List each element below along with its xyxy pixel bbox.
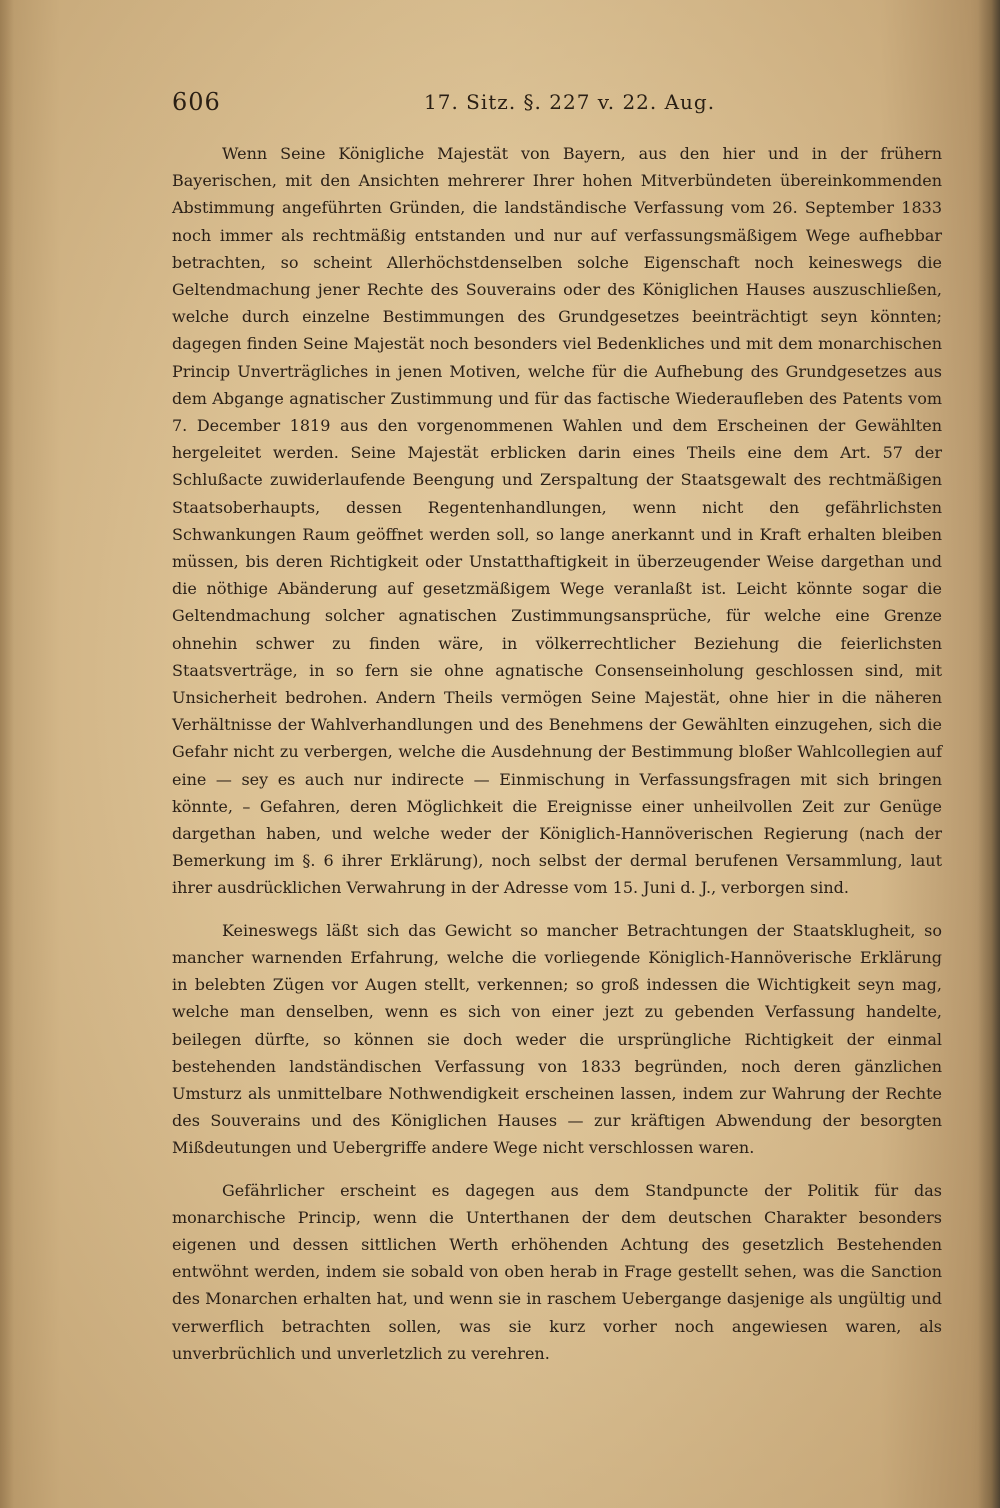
- page-right-edge-shadow: [978, 0, 1000, 1508]
- paragraph-1: Wenn Seine Königliche Majestät von Bayern, aus den hier und in der frühern Bayerischen, mit den Ansichten mehrerer Ihrer hohen Mitverbündeten übereinkommenden Abstimmung angeführten Gründen, die landständische Verfassung vom 26. September 1833 noch immer als rechtmäßig entstanden und nur auf verfassungsmäßigem Wege aufhebbar betrachten, so scheint Allerhöchstdenselben solche Eigenschaft noch keineswegs die Geltendmachung jener Rechte des Souverains oder des Königlichen Hauses auszuschließen, welche durch einzelne Bestimmungen des Grundgesetzes beeinträchtigt seyn könnten; dagegen finden Seine Majestät noch besonders viel Bedenkliches und mit dem monarchischen Princip Unverträgliches in jenen Motiven, welche für die Aufhebung des Grundgesetzes aus dem Abgange agnatischer Zustimmung und für das factische Wiederaufleben des Patents vom 7. December 1819 aus den vorgenommenen Wahlen und dem Erscheinen der Gewählten hergeleitet werden. Seine Majestät erblicken darin eines Theils eine dem Art. 57 der Schlußacte zuwiderlaufende Beengung und Zerspaltung der Staatsgewalt des rechtmäßigen Staatsoberhaupts, dessen Regentenhandlungen, wenn nicht den gefährlichsten Schwankungen Raum geöffnet werden soll, so lange anerkannt und in Kraft erhalten bleiben müssen, bis deren Richtigkeit oder Unstatthaftigkeit in überzeugender Weise dargethan und die nöthige Abänderung auf gesetzmäßigem Wege veranlaßt ist. Leicht könnte sogar die Geltendmachung solcher agnatischen Zustimmungsansprüche, für welche eine Grenze ohnehin schwer zu finden wäre, in völkerrechtlicher Beziehung die feierlichsten Staatsverträge, in so fern sie ohne agnatische Consenseinholung geschlossen sind, mit Unsicherheit bedrohen. Andern Theils vermögen Seine Majestät, ohne hier in die näheren Verhältnisse der Wahlverhandlungen und des Benehmens der Gewählten einzugehen, sich die Gefahr nicht zu verbergen, welche die Ausdehnung der Bestimmung bloßer Wahlcollegien auf eine — sey es auch nur indirecte — Einmischung in Verfassungsfragen mit sich bringen könnte, – Gefahren, deren Möglichkeit die Ereignisse einer unheilvollen Zeit zur Genüge dargethan haben, und welche weder der Königlich-Hannöverischen Regierung (nach der Bemerkung im §. 6 ihrer Erklärung), noch selbst der dermal berufenen Versammlung, laut ihrer ausdrücklichen Verwahrung in der Adresse vom 15. Juni d. J., verborgen sind.: [172, 144, 942, 898]
- page-header: [172, 88, 942, 124]
- paragraph-2: Keineswegs läßt sich das Gewicht so mancher Betrachtungen der Staatsklugheit, so mancher warnenden Erfahrung, welche die vorliegende Königlich-Hannöverische Erklärung in belebten Zügen vor Augen stellt, verkennen; so groß indessen die Wichtigkeit seyn mag, welche man denselben, wenn es sich von einer jezt zu gebenden Verfassung handelte, beilegen dürfte, so können sie doch weder die ursprüngliche Richtigkeit der einmal bestehenden landständischen Verfassung von 1833 begründen, noch deren gänzlichen Umsturz als unmittelbare Nothwendigkeit erscheinen lassen, indem zur Wahrung der Rechte des Souverains und des Königlichen Hauses — zur kräftigen Abwendung der besorgten Mißdeutungen und Uebergriffe andere Wege nicht verschlossen waren.: [172, 920, 942, 1158]
- running-head: 17. Sitz. §. 227 v. 22. Aug.: [424, 90, 716, 114]
- page-number: 606: [172, 88, 221, 116]
- body-text: [172, 140, 942, 1367]
- page-left-shadow: [0, 0, 14, 1508]
- paragraph-3: Gefährlicher erscheint es dagegen aus dem Standpuncte der Politik für das monarchische Princip, wenn die Unterthanen der dem deutschen Charakter besonders eigenen und dessen sittlichen Werth erhöhenden Achtung des gesetzlich Bestehenden entwöhnt werden, indem sie sobald von oben herab in Frage gestellt sehen, was die Sanction des Monarchen erhalten hat, und wenn sie in raschem Uebergange dasjenige als ungültig und verwerflich betrachten sollen, was sie kurz vorher noch angewiesen waren, als unverbrüchlich und unverletzlich zu verehren.: [172, 1180, 942, 1363]
